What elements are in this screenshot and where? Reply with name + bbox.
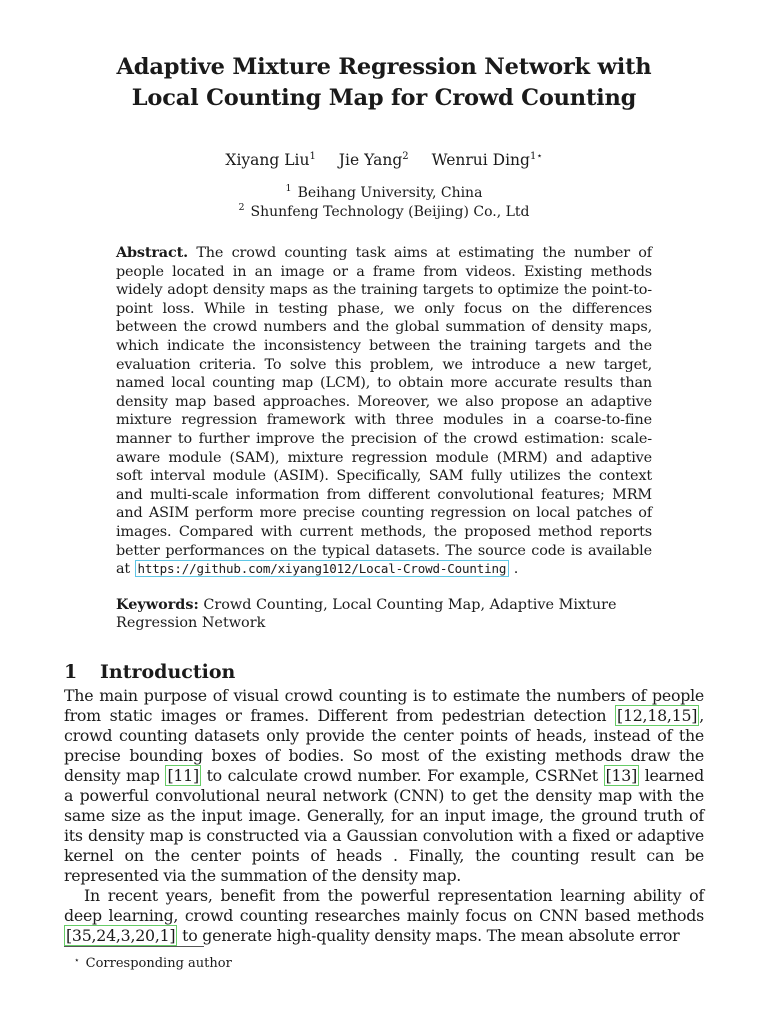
abstract-text: The crowd counting task aims at estimating the number of people located in an image or a frame from videos. Existing methods widely adopt density maps as the training targets to optimize the point-to-point loss. While in testing phase, we only focus on the differences between the crowd numbers and the global summation of density maps, which indicate the inconsistency between the training targets and the evaluation criteria. To solve this problem, we introduce a new target, named local counting map (LCM), to obtain more accurate results than density map based approaches. Moreover, we also propose an adaptive mixture regression framework with three modules in a coarse-to-fine manner to further improve the precision of the crowd estimation: scale-aware module (SAM), mixture regression module (MRM) and adaptive soft interval module (ASIM). Specifically, SAM fully utilizes the context and multi-scale information from different convolutional features; MRM and ASIM perform more precise counting regression on local patches of images. Compared with current methods, the proposed method reports better performances on the typical datasets. The source code is available at bbox=[116, 245, 652, 578]
author-2: Jie Yang$^2$ bbox=[338, 151, 409, 169]
citation-link[interactable]: [35,24,3,20,1] bbox=[66, 925, 176, 945]
citation-link[interactable]: [12,18,15] bbox=[617, 705, 698, 725]
footnote-rule bbox=[64, 946, 204, 947]
source-code-link[interactable]: https://github.com/xiyang1012/Local-Crowd-Counting bbox=[135, 560, 510, 577]
affiliation-1: $^1$ Beihang University, China bbox=[285, 183, 483, 201]
title-line-2: Local Counting Map for Crowd Counting bbox=[131, 85, 637, 111]
footnote-text: Corresponding author bbox=[85, 956, 232, 971]
affiliation-list bbox=[64, 184, 704, 222]
affiliation-2: $^2$ Shunfeng Technology (Beijing) Co., Ltd bbox=[238, 202, 530, 220]
abstract-label: Abstract. bbox=[116, 244, 188, 261]
author-1: Xiyang Liu$^1$ bbox=[225, 151, 316, 169]
footnote-mark: ⋆ bbox=[74, 956, 80, 966]
intro-paragraph-2: In recent years, benefit from the powerful representation learning ability of deep learning, crowd counting researches mainly focus on CNN based methods [35,24,3,20,1] to generate high-quality density maps. The mean absolute error bbox=[64, 885, 704, 945]
keywords-label: Keywords: bbox=[116, 595, 199, 613]
title-line-1: Adaptive Mixture Regression Network with bbox=[116, 54, 652, 80]
author-3: Wenrui Ding$^{1⋆}$ bbox=[431, 151, 543, 169]
citation-link[interactable]: [13] bbox=[605, 765, 638, 785]
section-title: Introduction bbox=[100, 660, 236, 683]
keywords bbox=[116, 596, 652, 633]
section-heading bbox=[64, 660, 704, 684]
author-list bbox=[64, 150, 704, 170]
paper-title bbox=[64, 0, 704, 114]
introduction-body bbox=[64, 686, 704, 946]
abstract: Abstract. The crowd counting task aims at estimating the number of people located in an image or a frame from videos. Existing methods widely adopt density maps as the training targets to optimize the point-to-point loss. While in testing phase, we only focus on the differences between the crowd numbers and the global summation of density maps, which indicate the inconsistency between the training targets and the evaluation criteria. To solve this problem, we introduce a new target, named local counting map (LCM), to obtain more accurate results than density map based approaches. Moreover, we also propose an adaptive mixture regression framework with three modules in a coarse-to-fine manner to further improve the precision of the crowd estimation: scale-aware module (SAM), mixture regression module (MRM) and adaptive soft interval module (ASIM). Specifically, SAM fully utilizes the context and multi-scale information from different convolutional features; MRM and ASIM perform more precise counting regression on local patches of images. Compared with current methods, the proposed method reports better performances on the typical datasets. The source code is available at https://github.com/xiyang1012/Local-Crowd-Counting . bbox=[116, 244, 652, 578]
section-number: 1 bbox=[64, 660, 78, 683]
footnote bbox=[64, 953, 232, 972]
intro-paragraph-1: The main purpose of visual crowd counting is to estimate the numbers of people from static images or frames. Different from pedestrian detection [12,18,15] , crowd counting datasets only provide the center points of heads, instead of the precise bounding boxes of bodies. So most of the existing methods draw the density map [11] to calculate crowd number. For example, CSRNet [13] learned a powerful convolutional neural network (CNN) to get the density map with the same size as the input image. Generally, for an input image, the ground truth of its density map is constructed via a Gaussian convolution with a fixed or adaptive kernel on the center points of heads . Finally, the counting result can be represented via the summation of the density map. bbox=[64, 685, 704, 885]
keywords-text: Crowd Counting, Local Counting Map, Adaptive Mixture Regression Network bbox=[116, 596, 617, 632]
citation-link[interactable]: [11] bbox=[167, 765, 199, 785]
